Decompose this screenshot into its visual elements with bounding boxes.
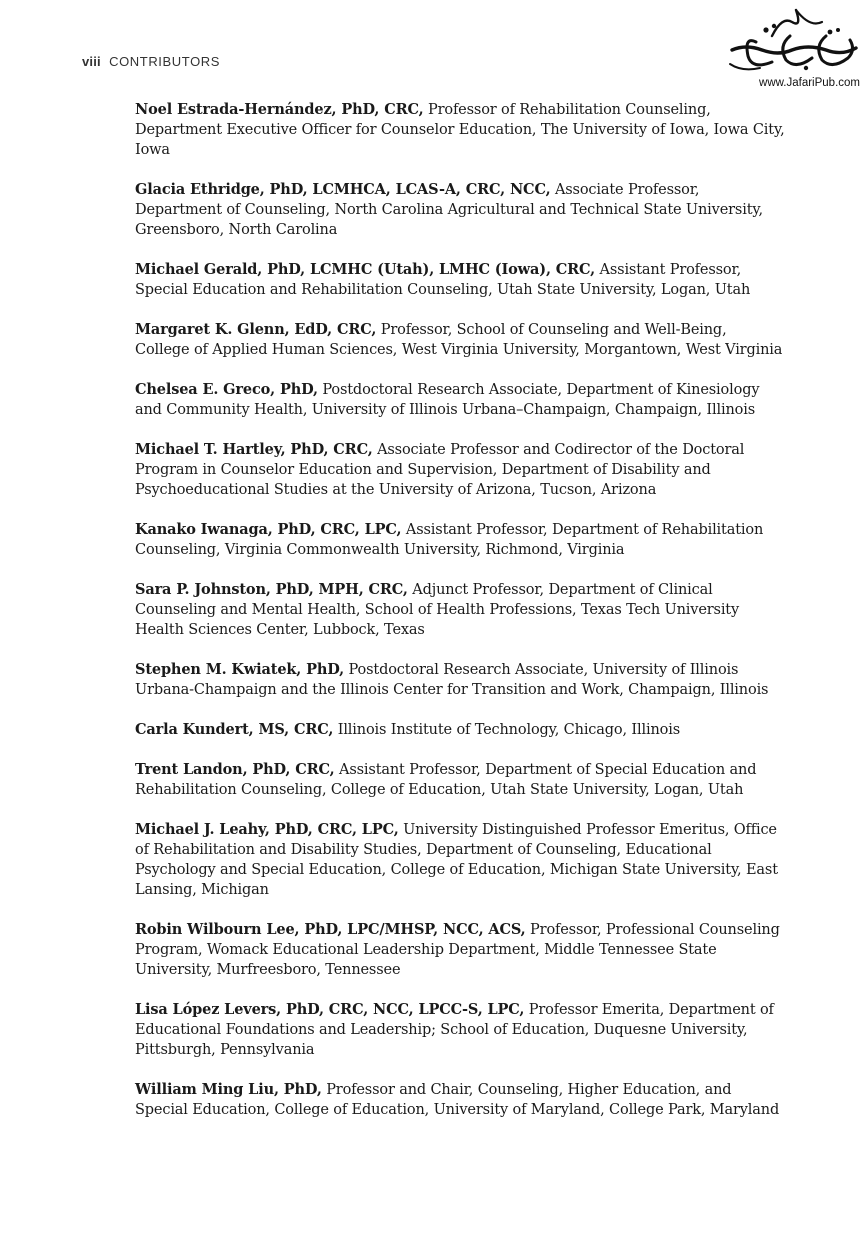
contributor-name: Carla Kundert, MS, CRC, [135,721,334,738]
contributor-entry [135,380,785,420]
contributor-entry [135,440,785,500]
contributor-entry [135,720,785,740]
running-head [82,54,220,69]
contributor-affiliation: Postdoctoral Research Associate, University of Illinois Urbana-Champaign and the Illinois Center for Transition and Work, Champaign, Illinois [135,662,769,698]
contributor-name: Sara P. Johnston, PhD, MPH, CRC, [135,581,408,598]
contributor-name: Noel Estrada-Hernández, PhD, CRC, [135,101,424,118]
contributor-affiliation: Illinois Institute of Technology, Chicago, Illinois [333,722,680,738]
contributor-affiliation: Associate Professor and Codirector of the Doctoral Program in Counselor Education and Supervision, Department of Disability and Psychoeducational Studies at the University of Arizona, Tucson, Arizona [135,442,745,498]
contributor-entry [135,180,785,240]
publisher-url: www.JafariPub.com [759,77,860,89]
contributor-entry [135,100,785,160]
page-number: viii [82,54,101,69]
contributor-name: Kanako Iwanaga, PhD, CRC, LPC, [135,521,402,538]
contributor-list [135,100,785,1140]
contributor-affiliation: Adjunct Professor, Department of Clinical Counseling and Mental Health, School of Health Professions, Texas Tech University Health Sciences Center, Lubbock, Texas [135,582,740,638]
section-title: CONTRIBUTORS [109,54,221,69]
calligraphy-logo-icon [726,6,862,78]
contributor-affiliation: Associate Professor, Department of Counseling, North Carolina Agricultural and Technical State University, Greensboro, North Carolina [135,182,763,238]
contributor-affiliation: Professor of Rehabilitation Counseling, Department Executive Officer for Counselor Education, The University of Iowa, Iowa City, Iowa [135,102,785,158]
contributor-name: Michael T. Hartley, PhD, CRC, [135,441,373,458]
contributor-affiliation: Assistant Professor, Department of Special Education and Rehabilitation Counseling, College of Education, Utah State University, Logan, Utah [135,762,757,798]
contributor-entry [135,1080,785,1120]
contributor-affiliation: Professor, Professional Counseling Program, Womack Educational Leadership Department, Middle Tennessee State University, Murfreesboro, Tennessee [135,922,780,978]
contributor-affiliation: University Distinguished Professor Emeritus, Office of Rehabilitation and Disability Studies, Department of Counseling, Educational Psychology and Special Education, College of Education, Michigan State University, East Lansing, Michigan [135,822,778,898]
contributor-entry [135,820,785,900]
contributor-entry [135,260,785,300]
contributor-name: Stephen M. Kwiatek, PhD, [135,661,345,678]
publisher-logo [726,6,862,92]
contributor-affiliation: Professor Emerita, Department of Educational Foundations and Leadership; School of Education, Duquesne University, Pittsburgh, Pennsylvania [135,1002,774,1058]
contributor-affiliation: Assistant Professor, Department of Rehabilitation Counseling, Virginia Commonwealth University, Richmond, Virginia [135,522,764,558]
contributor-entry [135,520,785,560]
contributor-name: Robin Wilbourn Lee, PhD, LPC/MHSP, NCC, ACS, [135,921,526,938]
contributor-entry [135,320,785,360]
contributor-name: Glacia Ethridge, PhD, LCMHCA, LCAS-A, CRC, NCC, [135,181,551,198]
contributor-name: William Ming Liu, PhD, [135,1081,322,1098]
contributor-name: Margaret K. Glenn, EdD, CRC, [135,321,377,338]
contributor-name: Michael Gerald, PhD, LCMHC (Utah), LMHC (Iowa), CRC, [135,261,596,278]
contributor-affiliation: Assistant Professor, Special Education and Rehabilitation Counseling, Utah State University, Logan, Utah [135,262,751,298]
contributor-name: Trent Landon, PhD, CRC, [135,761,335,778]
contributor-entry [135,920,785,980]
contributor-affiliation: Postdoctoral Research Associate, Department of Kinesiology and Community Health, University of Illinois Urbana–Champaign, Champaign, Illinois [135,382,760,418]
contributor-name: Michael J. Leahy, PhD, CRC, LPC, [135,821,399,838]
contributor-entry [135,1000,785,1060]
contributor-name: Lisa López Levers, PhD, CRC, NCC, LPCC-S, LPC, [135,1001,525,1018]
contributor-entry [135,580,785,640]
contributor-affiliation: Professor, School of Counseling and Well-Being, College of Applied Human Sciences, West Virginia University, Morgantown, West Virginia [135,322,783,358]
contributor-entry [135,760,785,800]
contributor-name: Chelsea E. Greco, PhD, [135,381,318,398]
contributor-entry [135,660,785,700]
contributor-affiliation: Professor and Chair, Counseling, Higher Education, and Special Education, College of Education, University of Maryland, College Park, Maryland [135,1082,780,1118]
